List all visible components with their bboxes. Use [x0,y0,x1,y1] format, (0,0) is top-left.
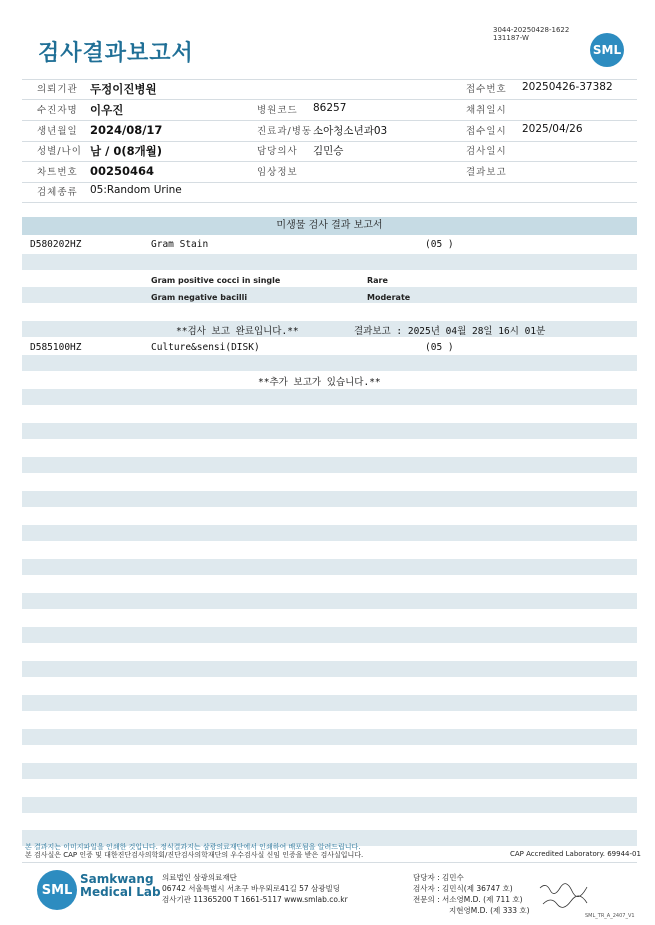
report-code-line2: 131187-W [493,34,529,42]
info-row-divider [22,202,637,203]
stripe-row [22,593,637,609]
info-label: 진료과/병동 [257,126,313,137]
stripe-row [22,797,637,813]
info-value: 86257 [313,102,347,114]
info-row-divider [22,161,637,162]
info-label: 임상정보 [257,167,298,178]
info-label: 검체종류 [37,187,78,198]
stripe-row [22,457,637,473]
gram1-result: Rare [367,276,388,285]
info-row-divider [22,120,637,121]
info-row-divider [22,182,637,183]
cap-accreditation: CAP Accredited Laboratory. 69944-01 [510,850,641,858]
info-value: 소아청소년과03 [313,125,388,137]
staff-specialist-2: 지현영M.D. (제 333 호) [449,906,530,915]
staff-tester: 검사자 : 김민식(제 36747 호) [413,884,513,893]
info-label: 검사일시 [466,146,507,157]
brand-line1: Samkwang [80,872,154,886]
stripe-row [22,287,637,303]
info-label: 의뢰기관 [37,84,78,95]
org-address: 06742 서울특별시 서초구 바우뫼로41길 57 삼광빌딩 [162,884,341,893]
info-label: 차트번호 [37,167,78,178]
brand-name [80,873,161,899]
test2-number: (05 ) [425,342,454,353]
notice-cap: 본 검사실은 CAP 인증 및 대한진단검사의학회/진단검사의학재단의 우수검사실 신임 인증을 받은 검사실입니다. [25,851,364,859]
info-label: 성별/나이 [37,146,82,157]
sml-footer-logo: SML [37,870,77,910]
stripe-row [22,254,637,270]
info-label: 접수번호 [466,84,507,95]
page-title: 검사결과보고서 [38,41,194,66]
gram2-result: Moderate [367,293,411,302]
info-label: 생년월일 [37,126,78,137]
sml-logo: SML [590,33,624,67]
stripe-row [22,355,637,371]
info-value: 05:Random Urine [90,184,182,196]
org-name: 의료법인 삼광의료재단 [162,873,237,882]
staff-info [413,872,530,916]
info-value: 남 / 0(8개월) [90,144,163,158]
info-value: 2025/04/26 [522,123,583,135]
info-label: 담당의사 [257,146,298,157]
info-value: 00250464 [90,164,155,178]
stripe-row [22,525,637,541]
notice-image-print: 본 결과지는 이미지파일을 인쇄한 것입니다. 정식결과지는 삼광의료재단에서 인쇄하여 배포됨을 알려드립니다. [25,843,361,851]
brand-line2: Medical Lab [80,885,161,899]
test2-name: Culture&sensi(DISK) [151,342,260,353]
signature-image [535,880,595,910]
staff-specialist: 전문의 : 서소영M.D. (제 711 호) [413,895,523,904]
stripe-row [22,559,637,575]
staff-manager: 담당자 : 김민수 [413,873,464,882]
stripe-row [22,695,637,711]
info-label: 수진자명 [37,105,78,116]
stripe-row [22,423,637,439]
info-value: 이우진 [90,103,124,117]
stripe-row [22,491,637,507]
stripe-row [22,389,637,405]
gram1-name: Gram positive cocci in single [151,276,281,285]
info-label: 결과보고 [466,167,507,178]
stripe-row [22,661,637,677]
info-top-divider [22,79,637,80]
stripe-row [22,763,637,779]
org-contact: 검사기관 11365200 T 1661-5117 www.smlab.co.kr [162,895,348,904]
org-info [162,872,348,905]
form-version: SML_TR_A_2407_V1 [585,913,635,919]
info-row-divider [22,141,637,142]
footer-divider [22,862,637,863]
complete-message: **검사 보고 완료입니다.** [176,326,299,337]
info-label: 접수일시 [466,126,507,137]
test1-number: (05 ) [425,239,454,250]
section-title: 미생물 검사 결과 보고서 [22,217,637,235]
info-label: 병원코드 [257,105,298,116]
report-code [493,26,569,42]
test1-name: Gram Stain [151,239,209,250]
gram2-name: Gram negative bacilli [151,293,248,302]
info-row-divider [22,99,637,100]
info-value: 2024/08/17 [90,123,163,137]
info-label: 채취일시 [466,105,507,116]
info-value: 20250426-37382 [522,81,613,93]
additional-message: **추가 보고가 있습니다.** [258,377,381,388]
test1-code: D580202HZ [30,239,82,250]
info-value: 김민승 [313,145,344,157]
stripe-row [22,729,637,745]
report-time: 결과보고 : 2025년 04월 28일 16시 01분 [354,326,546,337]
stripe-row [22,627,637,643]
report-code-line1: 3044-20250428-1622 [493,26,570,34]
test2-code: D585100HZ [30,342,82,353]
info-value: 두정이진병원 [90,82,157,96]
